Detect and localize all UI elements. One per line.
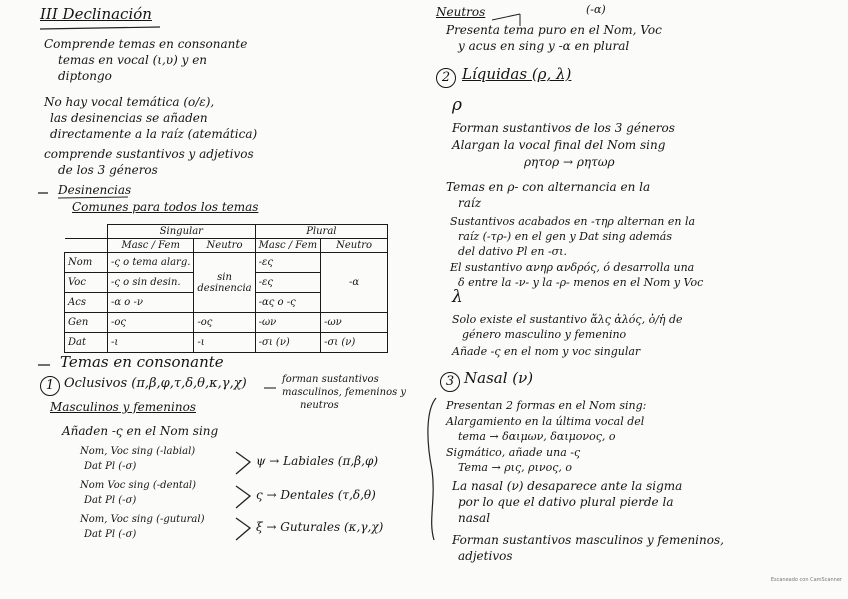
anaden-sigma: Añaden -ς en el Nom sing [62,424,219,438]
nasal-heading: Nasal (ν) [464,369,534,387]
nasal-line-3: Sigmático, añade una -ς [446,446,581,459]
table-cell: -ες [255,273,320,293]
section-title: III Declinación [40,5,152,23]
labial-line-2: Dat Pl (-σ) [84,461,137,472]
table-cell: -σι (ν) [255,333,320,353]
table-cell: -ας o -ς [255,293,320,313]
table-cell: -ων [255,313,320,333]
oclusivos-note-1: forman sustantivos [282,374,379,385]
liquidas-line-4: Sustantivos acabados en -τηρ alternan en la [450,215,696,228]
dental-result: ς → Dentales (τ,δ,θ) [256,488,376,502]
number-one: 1 [40,376,60,396]
scanner-watermark: Escaneado con CamScanner [770,577,842,583]
lambda-label: λ [452,287,463,307]
nasal-line-4: La nasal (ν) desaparece ante la sigma [452,479,683,493]
liquidas-line-3b: raíz [458,196,482,210]
gutural-line-2: Dat Pl (-σ) [84,529,137,540]
case-label: Voc [65,273,108,293]
gutural-line-1: Nom, Voc sing (-gutural) [80,514,205,525]
table-cell: -α o -ν [108,293,194,313]
bullet-tematica-2: las desinencias se añaden [50,111,208,125]
rho-label: ρ [452,95,462,115]
liquidas-line-5: El sustantivo ανηρ ανδρός, ό desarrolla una [450,261,695,274]
dental-line-1: Nom Voc sing (-dental) [80,480,197,491]
table-cell: -ων [321,313,388,333]
nasal-line-5: Forman sustantivos masculinos y femeninos, [452,533,724,547]
declension-table [64,224,388,353]
sg-neutro-header: Neutro [194,239,255,253]
nasal-line-2: Alargamiento en la última vocal del [446,415,645,428]
liquidas-line-4c: del dativo Pl en -σι. [458,245,567,258]
table-cell: -ος [194,313,255,333]
case-label: Acs [65,293,108,313]
liquidas-line-1: Forman sustantivos de los 3 géneros [452,121,675,135]
neutros-arrow-note: (-α) [586,3,606,16]
lambda-line-1: Solo existe el sustantivo ἅλς ἁλός, ὁ/ἡ de [452,313,683,326]
labial-line-1: Nom, Voc sing (-labial) [80,446,196,457]
masc-fem-heading: Masculinos y femeninos [50,400,196,414]
table-cell: -ες [255,253,320,273]
bullet-comprende-2: de los 3 géneros [58,163,158,177]
liquidas-line-4b: raíz (-τρ-) en el gen y Dat sing además [458,230,672,243]
neutros-line-1: Presenta tema puro en el Nom, Voc [446,23,662,37]
plural-header: Plural [255,225,387,239]
desinencias-heading: Desinencias [58,183,132,197]
oclusivos-note-2: masculinos, femeninos y [282,387,407,398]
bullet-consonante-3: diptongo [58,69,112,83]
labial-result: ψ → Labiales (π,β,φ) [256,454,379,468]
lambda-line-1b: género masculino y femenino [462,328,627,341]
number-three: 3 [440,372,460,392]
bullet-tematica: No hay vocal temática (o/ε), [44,95,215,109]
oclusivos-note-3: neutros [300,400,339,411]
table-cell: -ι [108,333,194,353]
gutural-result: ξ → Guturales (κ,γ,χ) [256,520,384,534]
table-cell: -σι (ν) [321,333,388,353]
bullet-tematica-3: directamente a la raíz (atemática) [50,127,258,141]
bullet-consonante-2: temas en vocal (ι,υ) y en [58,53,208,67]
dental-line-2: Dat Pl (-σ) [84,495,137,506]
pl-masc-fem-header: Masc / Fem [255,239,320,253]
temas-consonante-heading: Temas en consonante [60,353,224,371]
neutros-line-2: y acus en sing y -α en plural [458,39,630,53]
nasal-line-4b: por lo que el dativo plural pierde la [458,495,674,509]
table-cell: sin desinencia [194,253,255,313]
nasal-line-2b: tema → δαιμων, δαιμονος, ο [458,430,616,443]
comunes-heading: Comunes para todos los temas [72,200,259,214]
bullet-consonante: Comprende temas en consonante [44,37,248,51]
case-label: Gen [65,313,108,333]
table-cell: -ι [194,333,255,353]
table-cell: -α [321,253,388,313]
lambda-line-2: Añade -ς en el nom y voc singular [452,345,641,358]
sg-masc-fem-header: Masc / Fem [108,239,194,253]
table-cell: -ος [108,313,194,333]
neutros-heading: Neutros [436,5,486,19]
bullet-comprende: comprende sustantivos y adjetivos [44,147,254,161]
oclusivos-heading: Oclusivos (π,β,φ,τ,δ,θ,κ,γ,χ) [64,376,247,391]
liquidas-line-2: Alargan la vocal final del Nom sing [452,138,666,152]
nasal-line-3b: Tema → ρις, ρινος, ο [458,461,572,474]
table-cell: -ς o sin desin. [108,273,194,293]
case-label: Nom [65,253,108,273]
nasal-line-4c: nasal [458,511,491,525]
singular-header: Singular [108,225,256,239]
nasal-line-1: Presentan 2 formas en el Nom sing: [446,399,647,412]
case-label: Dat [65,333,108,353]
liquidas-line-3: Temas en ρ- con alternancia en la [446,180,651,194]
liquidas-example: ρητορ → ρητωρ [524,155,615,169]
number-two: 2 [436,68,456,88]
table-cell: -ς o tema alarg. [108,253,194,273]
liquidas-heading: Líquidas (ρ, λ) [462,65,572,83]
liquidas-line-5b: δ entre la -ν- y la -ρ- menos en el Nom y Voc [458,276,704,289]
pl-neutro-header: Neutro [321,239,388,253]
nasal-line-5b: adjetivos [458,549,513,563]
